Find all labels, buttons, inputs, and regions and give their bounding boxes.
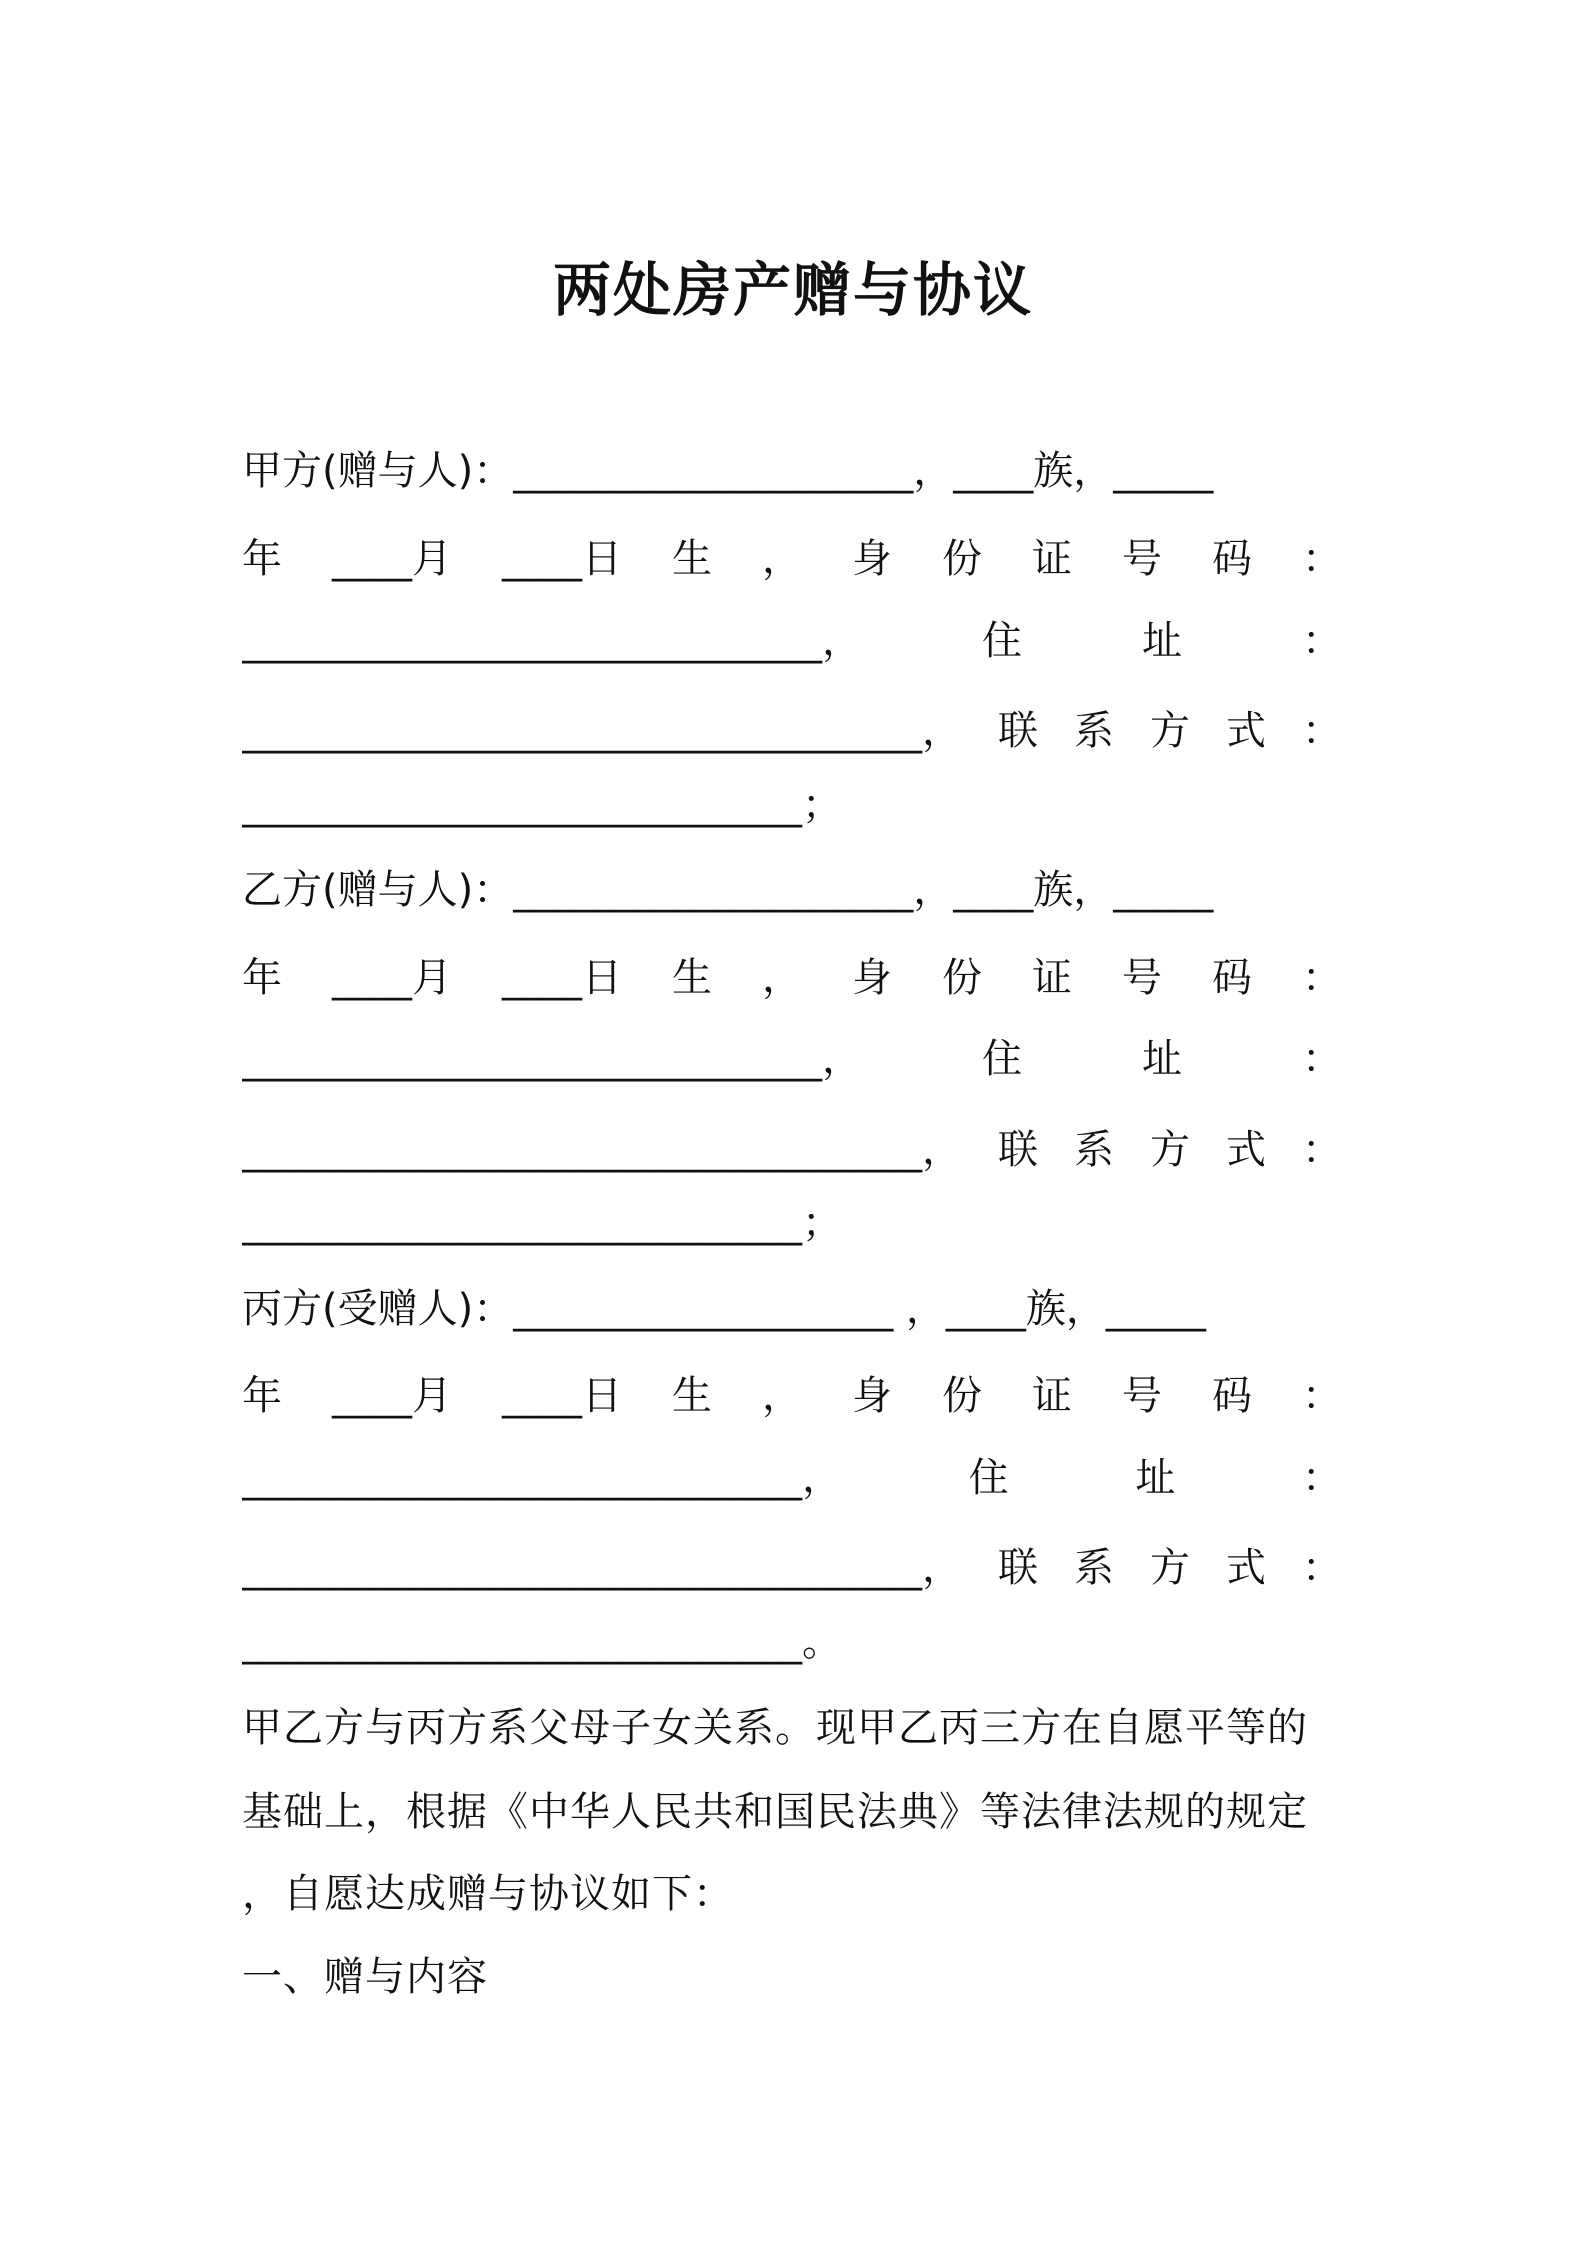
text-segment: ____月 [332,536,452,582]
text-segment: 身 [852,955,892,1001]
party-b-name-line: 乙方(赠与人)：____________________，____族，_____ [242,867,1214,913]
text-segment: 方 [1150,1545,1190,1591]
party-a-address-line [242,609,1342,673]
text-segment: 联 [998,708,1038,754]
text-segment: ， [762,536,802,582]
text-segment: 身 [852,536,892,582]
text-segment: ： [1302,618,1342,664]
text-segment: ____日 [502,536,622,582]
party-a-end-line: ____________________________； [242,782,842,828]
text-segment: 号 [1122,1373,1162,1419]
text-segment: 证 [1032,536,1072,582]
text-segment: 年 [242,955,282,1001]
text-segment: 生 [672,955,712,1001]
text-segment: 式 [1226,1127,1266,1173]
party-a-birth-id-line [242,527,1342,591]
text-segment: 住 [982,618,1022,664]
text-segment: 系 [1074,708,1114,754]
text-segment: ： [1302,955,1342,1001]
text-segment: 式 [1226,708,1266,754]
text-segment: ： [1302,1545,1342,1591]
text-segment: ， [762,955,802,1001]
text-segment: 生 [672,536,712,582]
text-segment: 年 [242,1373,282,1419]
text-segment: 份 [942,955,982,1001]
intro-line-3: ，自愿达成赠与协议如下： [242,1871,734,1917]
text-segment: 住 [982,1036,1022,1082]
party-c-birth-id-line [242,1364,1342,1428]
text-segment: 份 [942,1373,982,1419]
text-segment: 码 [1212,1373,1252,1419]
party-b-birth-id-line [242,946,1342,1010]
text-segment: ____月 [332,1373,452,1419]
text-segment: ____月 [332,955,452,1001]
party-b-contact-line [242,1118,1342,1182]
party-b-end-line: ____________________________； [242,1200,842,1246]
party-c-contact-line [242,1536,1342,1600]
text-segment: 式 [1226,1545,1266,1591]
text-segment: ____________________________， [242,1455,842,1501]
text-segment: 身 [852,1373,892,1419]
party-c-end-line: ____________________________。 [242,1619,842,1665]
text-segment: 系 [1074,1127,1114,1173]
text-segment: 证 [1032,955,1072,1001]
text-segment: 码 [1212,955,1252,1001]
text-segment: __________________________________， [242,1127,962,1173]
text-segment: ： [1301,1455,1342,1501]
text-segment: 址 [1142,1036,1182,1082]
text-segment: ： [1302,1373,1342,1419]
party-a-contact-line [242,699,1342,763]
text-segment: ： [1302,1036,1342,1082]
text-segment: _____________________________， [242,1036,862,1082]
text-segment: 证 [1032,1373,1072,1419]
party-c-name-line: 丙方(受赠人)：___________________ ，____族，_____ [242,1286,1206,1332]
party-c-address-line [242,1446,1342,1510]
text-segment: __________________________________， [242,708,962,754]
text-segment: ： [1302,708,1342,754]
text-segment: 方 [1150,708,1190,754]
text-segment: 份 [942,536,982,582]
text-segment: 联 [998,1545,1038,1591]
text-segment: 址 [1135,1455,1176,1501]
text-segment: _____________________________， [242,618,862,664]
party-b-address-line [242,1027,1342,1091]
party-a-name-line: 甲方(赠与人)：____________________，____族，_____ [242,448,1214,494]
text-segment: 号 [1122,955,1162,1001]
text-segment: ： [1302,1127,1342,1173]
text-segment: 方 [1150,1127,1190,1173]
text-segment: 址 [1142,618,1182,664]
text-segment: 号 [1122,536,1162,582]
text-segment: ： [1302,536,1342,582]
intro-line-1: 甲乙方与丙方系父母子女关系。现甲乙丙三方在自愿平等的 [242,1705,1308,1751]
text-segment: ____日 [502,1373,622,1419]
text-segment: 系 [1074,1545,1114,1591]
text-segment: ， [762,1373,802,1419]
text-segment: 年 [242,536,282,582]
document-title: 两处房产赠与协议 [552,256,1033,324]
text-segment: 生 [672,1373,712,1419]
text-segment: __________________________________， [242,1545,962,1591]
section-heading: 一、赠与内容 [242,1954,488,2000]
text-segment: ____日 [502,955,622,1001]
intro-line-2: 基础上，根据《中华人民共和国民法典》等法律法规的规定 [242,1789,1308,1835]
text-segment: 住 [968,1455,1009,1501]
text-segment: 联 [998,1127,1038,1173]
text-segment: 码 [1212,536,1252,582]
